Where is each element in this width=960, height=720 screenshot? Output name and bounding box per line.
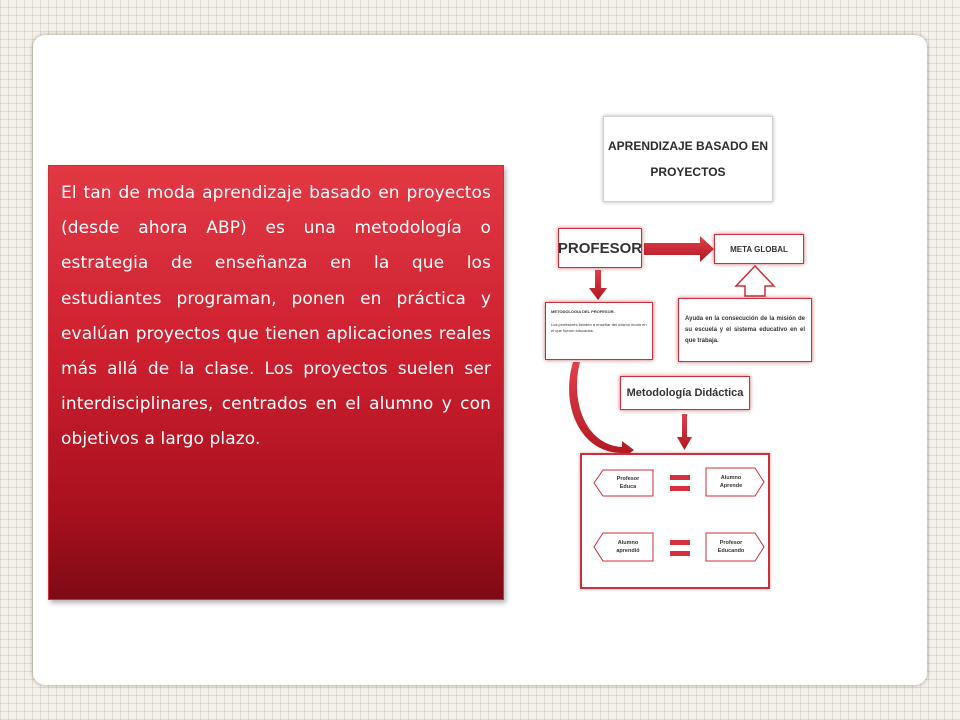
meta-global-label: META GLOBAL [730, 244, 788, 254]
row1-left-line2: Educa [619, 484, 637, 490]
row2-left [603, 535, 653, 559]
row2-right [706, 535, 756, 559]
body-text: El tan de moda aprendizaje basado en proyectos (desde ahora ABP) es una metodología o estrategia de enseñanza en la que los estudiantes programan, ponen en práctica y evalúan proyectos que tienen aplicaciones reales más allá de la clase. Los proyectos suelen ser interdisciplinares, centrados en el alumno y con objetivos a largo plazo. [61, 183, 491, 450]
row1-right-line1: Alumno [720, 475, 742, 481]
diagram-title-line2: PROYECTOS [650, 165, 726, 179]
equals-icon [670, 540, 690, 545]
row2-left-line2: aprendió [616, 548, 640, 554]
metodologia-text: Los profesores tienden a enseñar del mismo modo en el que fueron educados. [551, 322, 647, 333]
comparison-shapes [540, 110, 830, 595]
row1-right-line2: Aprende [719, 483, 743, 489]
metodologia-title: METODOLOGIA DEL PROFESOR. [551, 309, 615, 314]
ayuda-text: Ayuda en la consecución de la misión de su escuela y el sistema educativo en el que trabaja. [685, 315, 805, 344]
row1-right [706, 470, 756, 494]
row2-left-line1: Alumno [617, 540, 639, 546]
abp-diagram [540, 110, 830, 595]
text-box [48, 165, 504, 600]
equals-icon [670, 475, 690, 480]
diagram-title-line1: APRENDIZAJE BASADO EN [607, 139, 769, 153]
row2-right-line2: Educando [717, 548, 745, 554]
didactica-label: Metodología Didáctica [626, 387, 744, 399]
profesor-label: PROFESOR [557, 239, 643, 257]
row1-left [603, 472, 653, 494]
row1-left-line1: Profesor [616, 476, 640, 482]
row2-right-line1: Profesor [719, 540, 743, 546]
